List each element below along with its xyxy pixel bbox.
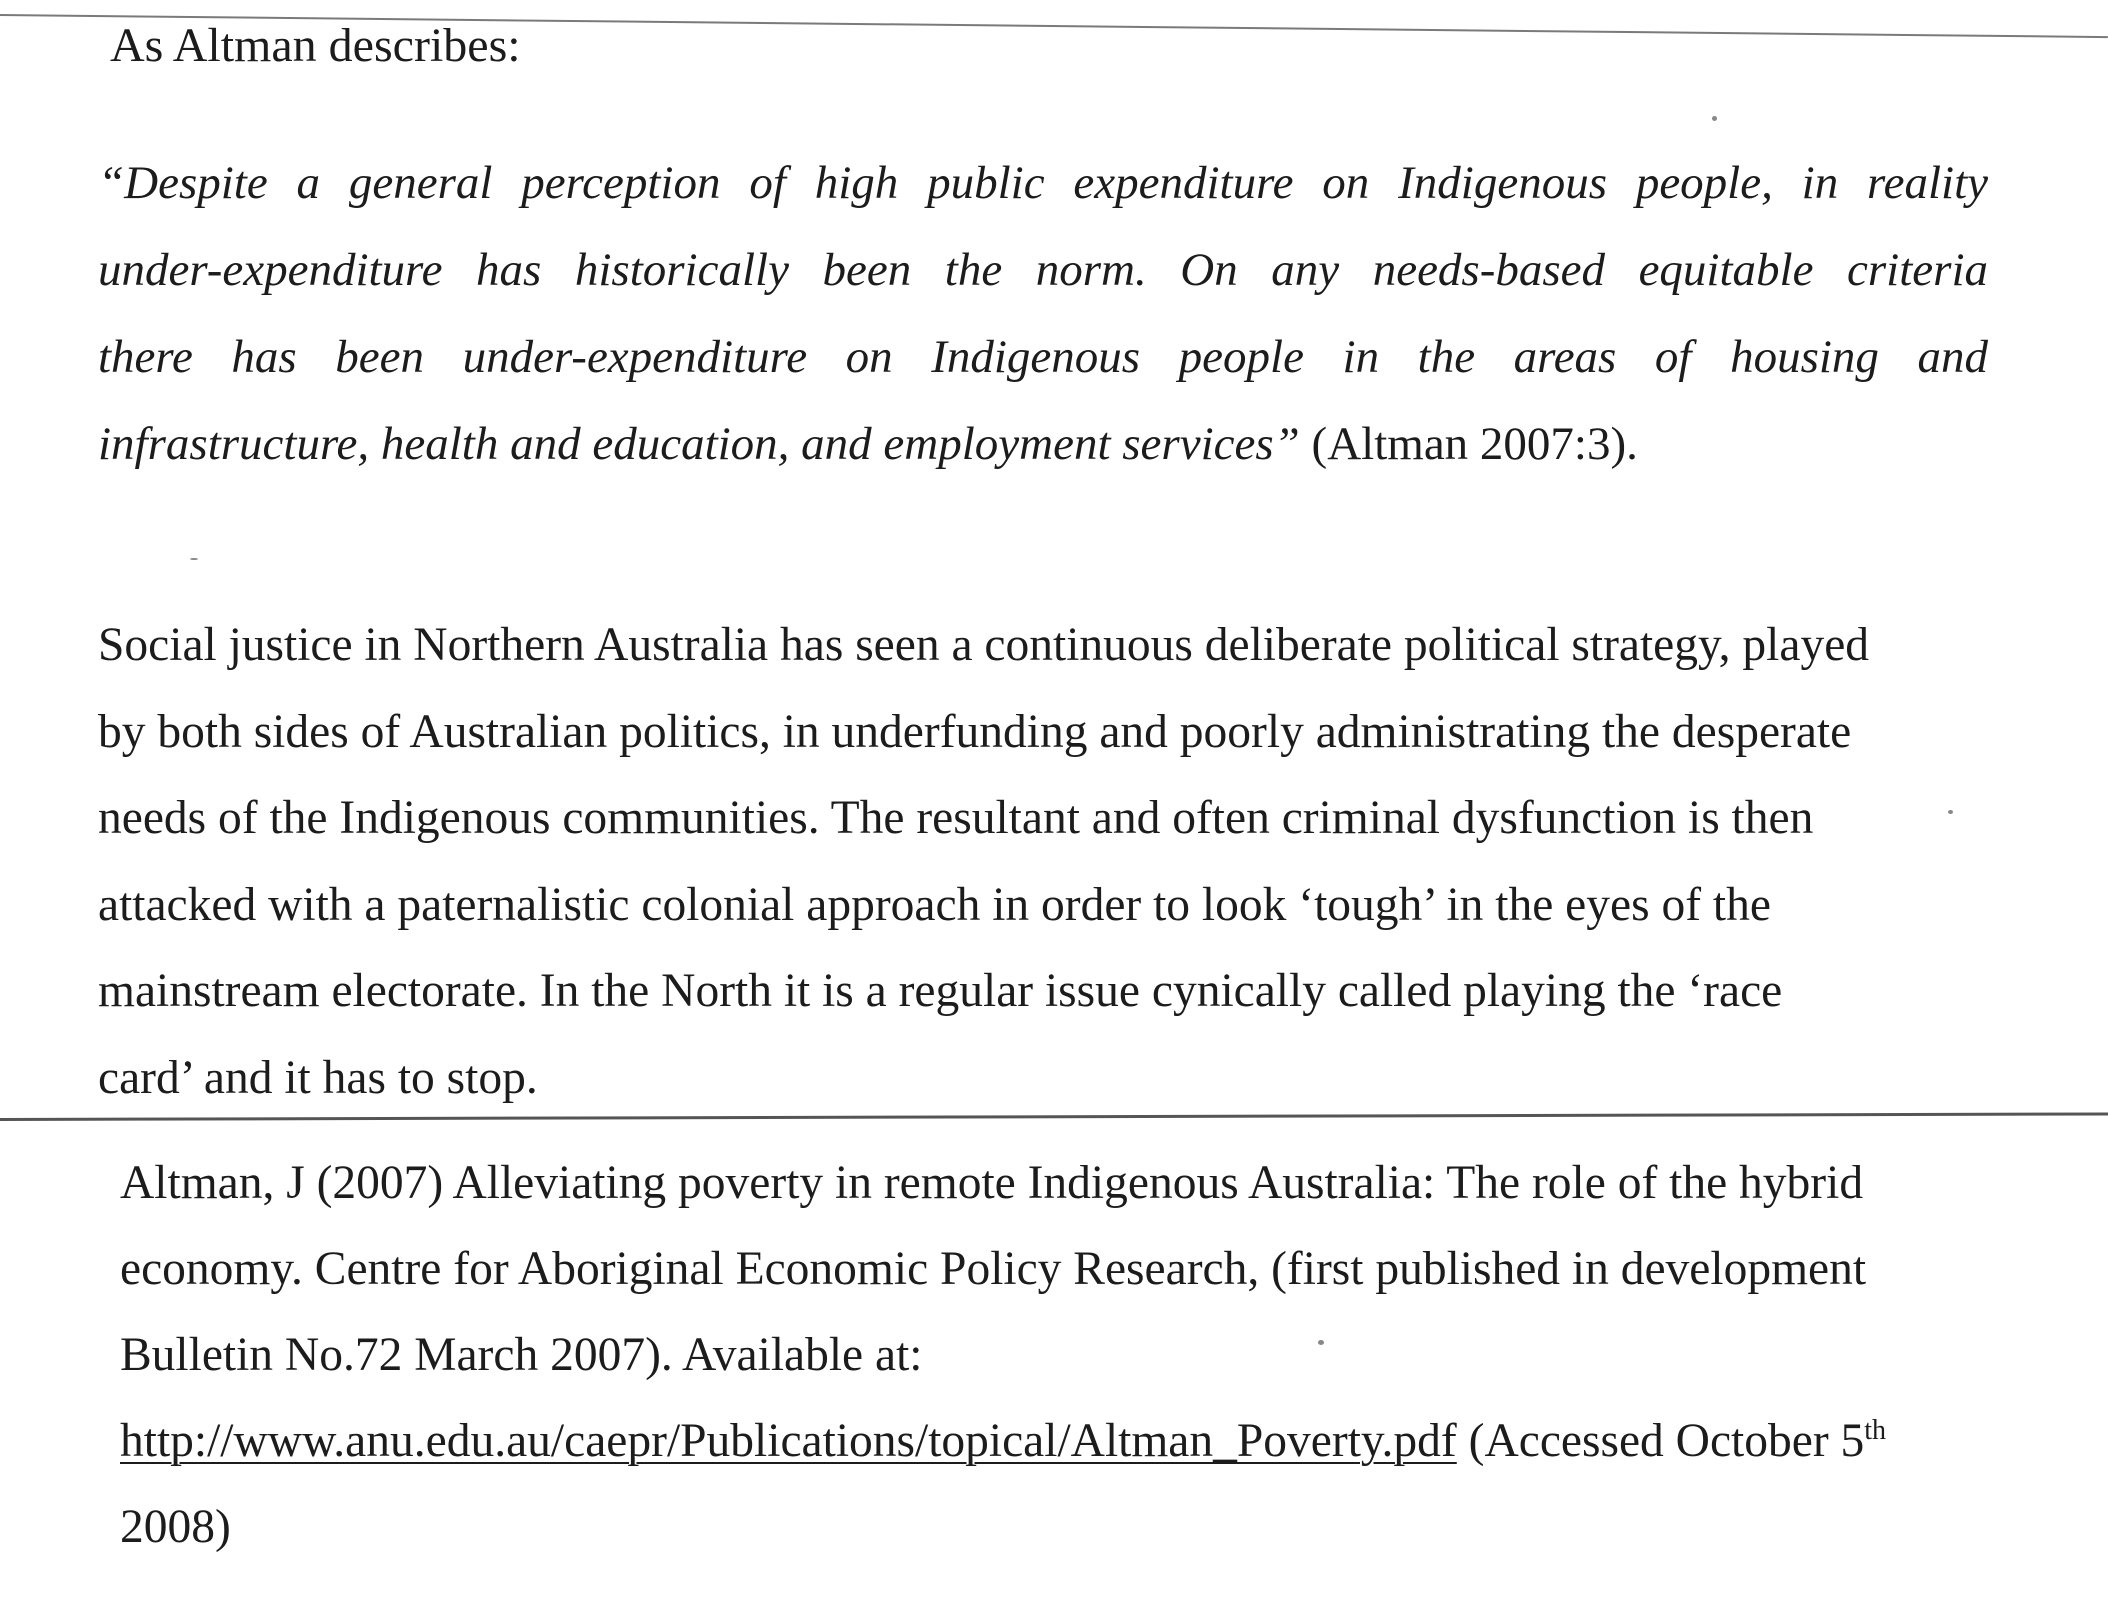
quote-line-1: “Despite a general perception of high public expenditure on Indigenous people, in reality [98, 157, 1988, 209]
scan-speck [1948, 810, 1953, 814]
paragraph-line-1: Social justice in Northern Australia has seen a continuous deliberate political strategy, played [98, 619, 1870, 671]
reference-line-2: economy. Centre for Aboriginal Economic Policy Research, (first published in development [120, 1243, 1867, 1295]
body-paragraph [98, 602, 1998, 1121]
reference-url-link[interactable]: http://www.anu.edu.au/caepr/Publications/topical/Altman_Poverty.pdf [120, 1415, 1457, 1467]
intro-text [110, 14, 521, 78]
paragraph-line-3: needs of the Indigenous communities. The resultant and often criminal dysfunction is then [98, 792, 1814, 844]
reference-accessed: (Accessed October 5 [1456, 1415, 1865, 1467]
reference-entry [120, 1140, 2000, 1570]
reference-accessed-superscript: th [1864, 1415, 1887, 1447]
paragraph-line-2: by both sides of Australian politics, in underfunding and poorly administrating the desperate [98, 705, 1852, 758]
scan-speck [1712, 116, 1717, 121]
paragraph-line-4: attacked with a paternalistic colonial approach in order to look ‘tough’ in the eyes of the [98, 878, 1771, 931]
quote-line-2: under-expenditure has historically been the norm. On any needs-based equitable criteria [98, 244, 1988, 296]
reference-line-4 [120, 1398, 2000, 1484]
paragraph-line-5: mainstream electorate. In the North it is a regular issue cynically called playing the ‘race [98, 965, 1783, 1017]
block-quote [98, 140, 1988, 488]
quote-line-4-text: infrastructure, health and education, and employment services” [98, 418, 1300, 470]
scan-speck [1318, 1340, 1324, 1345]
reference-line-3: Bulletin No.72 March 2007). Available at: [120, 1329, 923, 1381]
scan-speck [190, 558, 198, 560]
quote-line-4 [98, 401, 1988, 488]
quote-line-3: there has been under-expenditure on Indigenous people in the areas of housing and [98, 331, 1988, 383]
quote-citation: (Altman 2007:3). [1299, 418, 1638, 470]
intro-line: As Altman describes: [110, 19, 521, 72]
reference-line-1: Altman, J (2007) Alleviating poverty in remote Indigenous Australia: The role of the hybrid [120, 1157, 1864, 1209]
paragraph-line-6: card’ and it has to stop. [98, 1051, 538, 1104]
reference-line-5: 2008) [120, 1501, 231, 1553]
